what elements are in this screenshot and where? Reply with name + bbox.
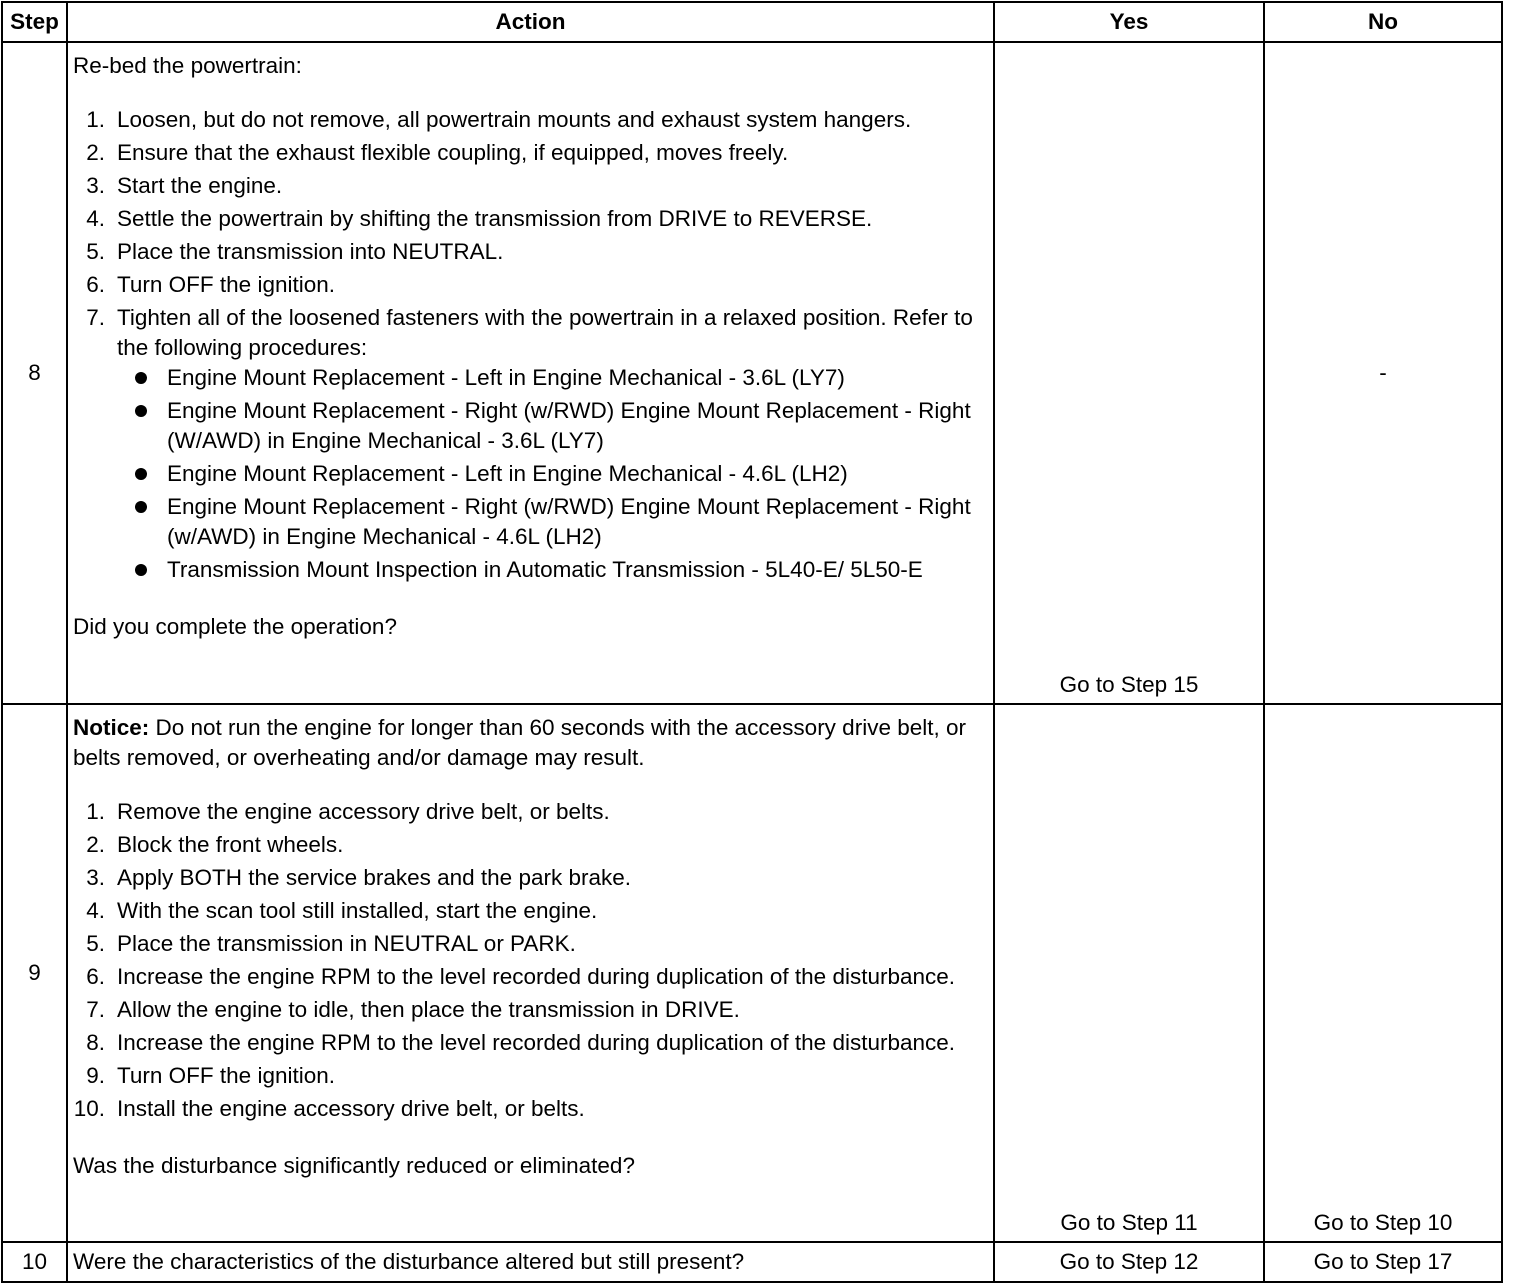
bullet-icon (135, 468, 147, 480)
header-step: Step (2, 2, 67, 42)
list-item: 2. Block the front wheels. (86, 832, 344, 857)
no-link[interactable]: Go to Step 17 (1264, 1242, 1502, 1282)
reference-link[interactable]: Engine Mount Replacement - Left in Engine Mechanical - 3.6L (LY7) (117, 363, 987, 393)
header-no: No (1264, 2, 1502, 42)
list-item: 1. Remove the engine accessory drive belt, or belts. (86, 799, 610, 824)
no-value: - (1264, 42, 1502, 704)
list-item: 3. Apply BOTH the service brakes and the park brake. (86, 865, 631, 890)
action-cell (67, 42, 994, 704)
action-question: Did you complete the operation? (73, 614, 397, 639)
list-item: 9. Turn OFF the ignition. (86, 1063, 336, 1088)
list-item: 7. Allow the engine to idle, then place the transmission in DRIVE. (86, 997, 740, 1022)
header-yes: Yes (994, 2, 1264, 42)
action-question: Was the disturbance significantly reduced or eliminated? (73, 1153, 635, 1178)
bullet-icon (135, 405, 147, 417)
action-cell (67, 704, 994, 1242)
list-item: 4. With the scan tool still installed, start the engine. (86, 898, 598, 923)
list-item: 8. Increase the engine RPM to the level recorded during duplication of the disturbance. (86, 1030, 956, 1055)
list-item: 5. Place the transmission in NEUTRAL or PARK. (86, 931, 576, 956)
table-row (2, 42, 1502, 704)
list-item: 1. Loosen, but do not remove, all powertrain mounts and exhaust system hangers. (86, 107, 912, 132)
list-item: 4. Settle the powertrain by shifting the transmission from DRIVE to REVERSE. (86, 206, 873, 231)
list-item: 6. Increase the engine RPM to the level recorded during duplication of the disturbance. (86, 964, 956, 989)
list-item: 5. Place the transmission into NEUTRAL. (86, 239, 504, 264)
step-number: 10 (2, 1242, 67, 1282)
table-row (2, 1242, 1502, 1282)
bullet-icon (135, 372, 147, 384)
yes-link[interactable]: Go to Step 12 (994, 1242, 1264, 1282)
procedure-list (73, 105, 987, 585)
table-row (2, 704, 1502, 1242)
reference-link[interactable]: Transmission Mount Inspection in Automatic Transmission - 5L40-E/ 5L50-E (117, 555, 987, 585)
reference-link[interactable]: Engine Mount Replacement - Left in Engine Mechanical - 4.6L (LH2) (117, 459, 987, 489)
diagnostic-table (1, 1, 1503, 1283)
step-number: 9 (2, 704, 67, 1242)
yes-link[interactable]: Go to Step 15 (994, 42, 1264, 704)
notice-text: Notice: Do not run the engine for longer than 60 seconds with the accessory drive belt, or belts removed, or overheating and/or damage may result. (73, 715, 966, 770)
reference-link[interactable]: Engine Mount Replacement - Right (w/RWD) Engine Mount Replacement - Right (w/AWD) in Engine Mechanical - 4.6L (LH2) (117, 492, 987, 552)
step-number: 8 (2, 42, 67, 704)
action-intro: Re-bed the powertrain: (73, 53, 302, 78)
bullet-icon (135, 564, 147, 576)
list-item: 10. Install the engine accessory drive belt, or belts. (73, 1096, 585, 1121)
bullet-icon (135, 501, 147, 513)
header-action: Action (67, 2, 994, 42)
list-item: 7. Tighten all of the loosened fasteners with the powertrain in a relaxed position. Refer to the following procedures: Engine Mount Replacement - Left in Engine Mechanical - 3.6L (LY7) Engine Mount Replacement - Right (w/RWD) Engine Mount Replacement - Right (W/AWD) in Engine Mechanical - 3.6L (LY7) Engine Mount Replacement - Left in Engine Mechanical - 4.6L (LH2) Engine Mount Replacement - Right (w/RWD) Engine Mount Replacement - Right (w/AWD) in Engine Mechanical - 4.6L (LH2) Transmission Mount Inspection in Automatic Transmission - 5L40-E/ 5L50-E (73, 303, 987, 585)
reference-link[interactable]: Engine Mount Replacement - Right (w/RWD) Engine Mount Replacement - Right (W/AWD) in Engine Mechanical - 3.6L (LY7) (117, 396, 987, 456)
yes-link[interactable]: Go to Step 11 (994, 704, 1264, 1242)
header-row (2, 2, 1502, 42)
procedure-list (73, 797, 987, 1124)
notice-label: Notice: (73, 715, 150, 740)
list-item: 6. Turn OFF the ignition. (86, 272, 336, 297)
action-question: Were the characteristics of the disturbance altered but still present? (67, 1242, 994, 1282)
list-item: 2. Ensure that the exhaust flexible coupling, if equipped, moves freely. (86, 140, 789, 165)
list-item: 3. Start the engine. (86, 173, 283, 198)
no-link[interactable]: Go to Step 10 (1264, 704, 1502, 1242)
reference-list (117, 363, 987, 585)
